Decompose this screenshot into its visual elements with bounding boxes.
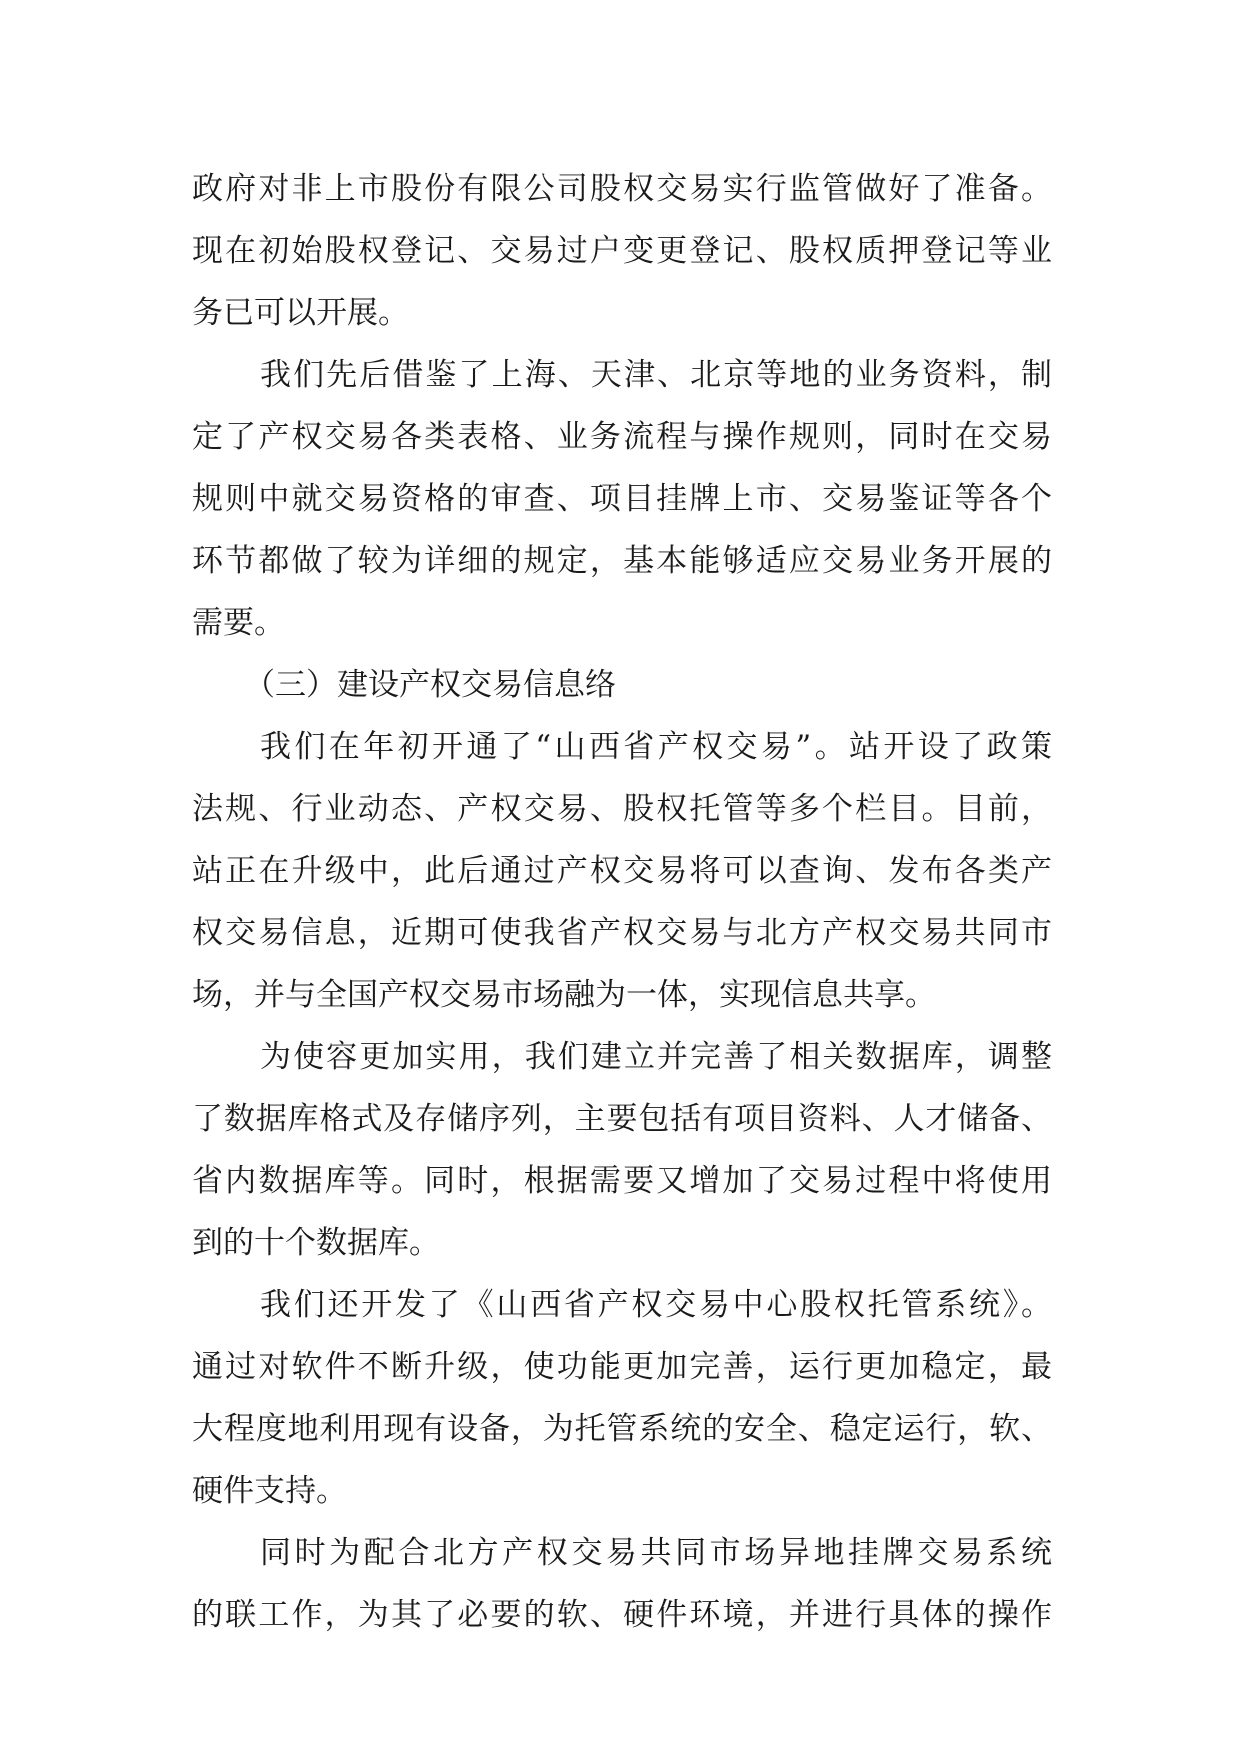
paragraph-3-line-2: 法规、行业动态、产权交易、股权托管等多个栏目。目前，: [192, 791, 1052, 827]
paragraph-2-line-4: 环节都做了较为详细的规定，基本能够适应交易业务开展的: [192, 543, 1052, 579]
paragraph-6-line-1: 同时为配合北方产权交易共同市场异地挂牌交易系统: [260, 1535, 1052, 1571]
paragraph-1-line-1: 政府对非上市股份有限公司股权交易实行监管做好了准备。: [192, 171, 1052, 207]
paragraph-2-line-2: 定了产权交易各类表格、业务流程与操作规则，同时在交易: [192, 419, 1052, 455]
paragraph-4-line-1: 为使容更加实用，我们建立并完善了相关数据库，调整: [260, 1039, 1052, 1075]
paragraph-3-line-3: 站正在升级中，此后通过产权交易将可以查询、发布各类产: [192, 853, 1052, 889]
paragraph-5-line-2: 通过对软件不断升级，使功能更加完善，运行更加稳定，最: [192, 1349, 1052, 1385]
paragraph-4-line-4: 到的十个数据库。: [192, 1225, 440, 1261]
paragraph-5-line-1: 我们还开发了《山西省产权交易中心股权托管系统》。: [260, 1287, 1052, 1323]
paragraph-5-line-4: 硬件支持。: [192, 1473, 347, 1509]
paragraph-6-line-2: 的联工作，为其了必要的软、硬件环境，并进行具体的操作: [192, 1597, 1052, 1633]
body-text: [192, 158, 1052, 1646]
paragraph-4-line-2: 了数据库格式及存储序列，主要包括有项目资料、人才储备、: [192, 1101, 1052, 1137]
section-heading: （三）建设产权交易信息络: [244, 667, 616, 703]
paragraph-1-line-2: 现在初始股权登记、交易过户变更登记、股权质押登记等业: [192, 233, 1052, 269]
paragraph-1-line-3: 务已可以开展。: [192, 295, 409, 331]
paragraph-5-line-3: 大程度地利用现有设备，为托管系统的安全、稳定运行，软、: [192, 1411, 1052, 1447]
paragraph-2-line-5: 需要。: [192, 605, 285, 641]
paragraph-2-line-1: 我们先后借鉴了上海、天津、北京等地的业务资料，制: [260, 357, 1052, 393]
paragraph-4-line-3: 省内数据库等。同时，根据需要又增加了交易过程中将使用: [192, 1163, 1052, 1199]
paragraph-3-line-5: 场，并与全国产权交易市场融为一体，实现信息共享。: [192, 977, 936, 1013]
paragraph-2-line-3: 规则中就交易资格的审查、项目挂牌上市、交易鉴证等各个: [192, 481, 1052, 517]
paragraph-3-line-4: 权交易信息，近期可使我省产权交易与北方产权交易共同市: [192, 915, 1052, 951]
paragraph-3-line-1: 我们在年初开通了“山西省产权交易”。站开设了政策: [260, 729, 1052, 765]
